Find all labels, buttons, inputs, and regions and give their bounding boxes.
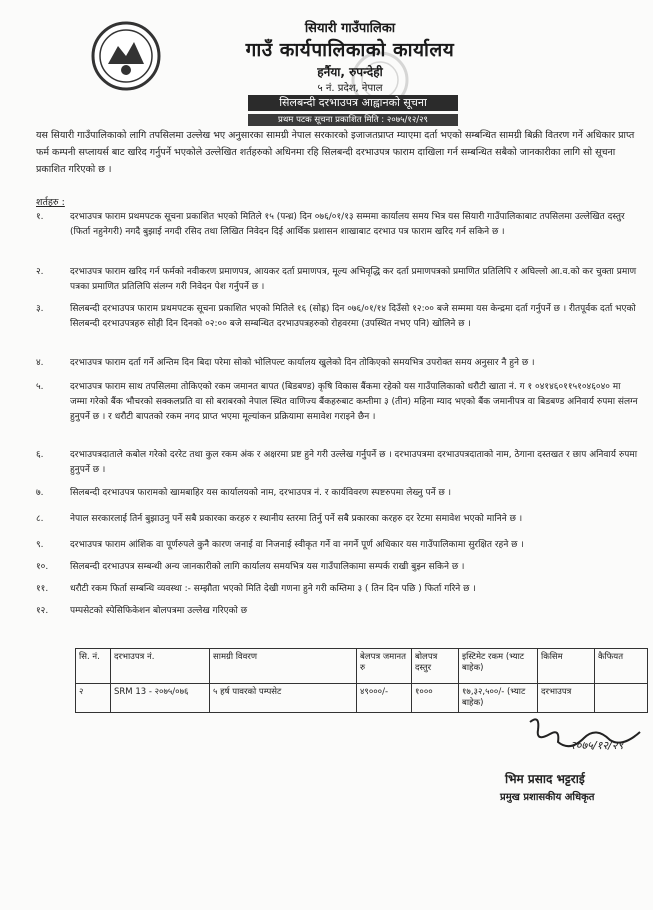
cell-bid-bond: ४९०००/-	[357, 684, 412, 713]
cell-sn: २	[76, 684, 111, 713]
condition-number: ६.	[36, 450, 44, 460]
cell-tender-no: SRM 13 - २०७५/०७६	[111, 684, 210, 713]
province-line: ५ नं. प्रदेश, नेपाल	[317, 83, 383, 94]
signature-date: २०७५/१२/२९	[570, 739, 624, 752]
col-header-description: सामग्री विवरण	[210, 649, 357, 684]
condition-number: ३.	[36, 304, 44, 314]
condition-number: १०.	[36, 562, 49, 572]
condition-number: ११.	[36, 584, 49, 594]
emblem-logo	[90, 20, 162, 92]
condition-text: सिलबन्दी दरभाउपत्र फारामको खामबाहिर यस कार्यालयको नाम, दरभाउपत्र नं. र कार्यविवरण स्पष्टरुपमा लेख्नु पर्ने छ ।	[70, 488, 452, 498]
col-header-fee: बोलपत्र दस्तुर	[412, 649, 459, 684]
municipality-name: सियारी गाउँपालिका	[304, 21, 396, 36]
signatory-title: प्रमुख प्रशासकीय अधिकृत	[500, 792, 595, 803]
published-date-line: प्रथम पटक सूचना प्रकाशित मिति : २०७५/१२/२९	[248, 114, 458, 126]
condition-number: २.	[36, 267, 44, 277]
condition-text: दरभाउपत्र फाराम खरिद गर्न फर्मको नवीकरण प्रमाणपत्र, आयकर दर्ता प्रमाणपत्र, मूल्य अभिवृद्धि कर दर्ता प्रमाणपत्रको प्रमाणित प्रतिलिपि र अघिल्लो आ.व.को कर चुक्ता प्रमाण पत्रका प्रमाणित प्रतिलिपि संलग्न गरी निवेदन पेश गर्नुपर्ने छ ।	[70, 267, 637, 292]
table-row	[76, 684, 648, 713]
condition-number: ४.	[36, 358, 44, 368]
cell-estimate: १७,३२,५००/- (भ्याट बाहेक)	[459, 684, 538, 713]
condition-text: दरभाउपत्र फाराम प्रथमपटक सूचना प्रकाशित भएको मितिले १५ (पन्ध्र) दिन ०७६/०१/१३ सम्ममा कार्यालय समय भित्र यस सियारी गाउँपालिकाबाट तपसिलमा उल्लेखित दस्तुर (फिर्ता नहुनेगरी) नगदै बुझाई नगदी रसिद तथा लिखित निवेदन दिई आर्थिक प्रशासन शाखाबाट दरभाउ पत्र फाराम खरिद गर्न सकिने छ ।	[70, 212, 625, 237]
signatory-name: भिम प्रसाद भट्टराई	[505, 772, 585, 786]
office-location: हर्नैया, रुपन्देही	[317, 65, 383, 79]
condition-text: सिलबन्दी दरभाउपत्र फाराम प्रथमपटक सूचना प्रकाशित भएको मितिले १६ (सोह्र) दिन ०७६/०१/१४ दिउँसो १२:०० बजे सम्ममा यस केन्द्रमा दर्ता गर्नुपर्ने छ । रीतपूर्वक दर्ता भएको सिलबन्दी दरभाउपत्रहरु सोही दिन दिनको ०२:०० बजे सम्बन्धित दरभाउपत्रहरुको रोहवरमा (उपस्थित नभए पनि) खोलिने छ ।	[70, 304, 636, 329]
cell-type: दरभाउपत्र	[538, 684, 595, 713]
cell-remarks	[595, 684, 648, 713]
condition-text: सिलबन्दी दरभाउपत्र सम्बन्धी अन्य जानकारीको लागि कार्यालय समयभित्र यस गाउँपालिकामा सम्पर्क राखी बुझ्न सकिने छ ।	[70, 562, 465, 572]
tender-table	[75, 648, 648, 713]
condition-number: ९.	[36, 540, 44, 550]
condition-text: दरभाउपत्रदाताले कबोल गरेको दररेट तथा कुल रकम अंक र अक्षरमा प्रष्ट हुने गरी उल्लेख गर्नुपर्ने छ । दरभाउपत्रमा दरभाउपत्रदाताको नाम, ठेगाना दस्तखत र छाप अनिवार्य रुपमा हुनुपर्ने छ ।	[70, 450, 638, 475]
col-header-remarks: कैफियत	[595, 649, 648, 684]
condition-text: नेपाल सरकारलाई तिर्न बुझाउनु पर्ने सबै प्रकारका करहरु र स्थानीय स्तरमा तिर्नु पर्ने सबै प्रकारका करहरु दर रेटमा समावेश भएको मानिने छ ।	[70, 514, 523, 524]
conditions-heading: शर्तहरु :	[36, 197, 65, 208]
condition-number: ८.	[36, 514, 44, 524]
col-header-bid-bond: बेलपत्र जमानत रु	[357, 649, 412, 684]
intro-paragraph: यस सियारी गाउँपालिकाको लागि तपसिलमा उल्लेख भए अनुसारका सामग्री नेपाल सरकारको इजाजतप्राप्त म्याएमा दर्ता भएको सम्बन्धित सामग्री बिक्री वितरण गर्ने अधिकार प्राप्त फर्म कम्पनी सप्लायर्स बाट खरिद गर्नुपर्ने भएकोले उल्लेखित शर्तहरुको अधिनमा रहि सिलबन्दी दरभाउपत्र फाराम दाखिला गर्न सम्बन्धित सबैको जानकारीका लागि सो सूचना प्रकाशित गरिएको छ ।	[36, 130, 635, 175]
condition-number: १.	[36, 212, 44, 222]
cell-fee: १०००	[412, 684, 459, 713]
notice-banner: सिलबन्दी दरभाउपत्र आह्वानको सूचना	[248, 95, 458, 111]
condition-text: धरौटी रकम फिर्ता सम्बन्धि व्यवस्था :- सम्झौता भएको मिति देखी गणना हुने गरी कम्तिमा ३ ( तिन दिन पछि ) फिर्ता गरिने छ ।	[70, 584, 476, 594]
condition-text: दरभाउपत्र फाराम साथ तपसिलमा तोकिएको रकम जमानत बापत (बिडबण्ड) कृषि विकास बैंकमा रहेको यस गाउँपालिकाको धरौटी खाता नं. ग १ ०४१४६०११५१०४६०४० मा जम्मा गरेको बैंक भौचरको सक्कलप्रति वा सो बराबरको नेपाल स्थित वाणिज्य बैंकहरुबाट कम्तीमा ३ (तीन) महिना म्याद भएको बैंक जमानीपत्र वा बिडबण्ड अनिवार्य रुपमा संलग्न हुनुपर्ने छ । र धरौटी बापतको रकम नगद प्राप्त भएमा मूल्यांकन प्रक्रियामा समावेश गराइने छैन ।	[70, 382, 638, 422]
condition-number: ५.	[36, 382, 44, 392]
condition-number: १२.	[36, 606, 49, 616]
office-title: गाउँ कार्यपालिकाको कार्यालय	[245, 39, 455, 61]
col-header-type: किसिम	[538, 649, 595, 684]
col-header-sn: सि. नं.	[76, 649, 111, 684]
col-header-tender-no: दरभाउपत्र नं.	[111, 649, 210, 684]
condition-text: दरभाउपत्र फाराम आंशिक वा पूर्णरुपले कुनै कारण जनाई वा निजनाई स्वीकृत गर्ने वा नगर्ने पूर्ण अधिकार यस गाउँपालिकामा सुरक्षित रहने छ ।	[70, 540, 524, 550]
condition-text: पम्पसेटको स्पेसिफिकेशन बोलपत्रमा उल्लेख गरिएको छ	[70, 606, 248, 616]
col-header-estimate: इस्टिमेट रकम (भ्याट बाहेक)	[459, 649, 538, 684]
condition-text: दरभाउपत्र फाराम दर्ता गर्ने अन्तिम दिन बिदा परेमा सोको भोलिपल्ट कार्यालय खुलेको दिन तोकिएको समयभित्र उपरोक्त समय अनुसार नै हुने छ ।	[70, 358, 535, 368]
condition-number: ७.	[36, 488, 44, 498]
cell-description: ५ हर्ष पावरको पम्पसेट	[210, 684, 357, 713]
table-header-row	[76, 649, 648, 684]
handwritten-signature	[500, 712, 650, 762]
